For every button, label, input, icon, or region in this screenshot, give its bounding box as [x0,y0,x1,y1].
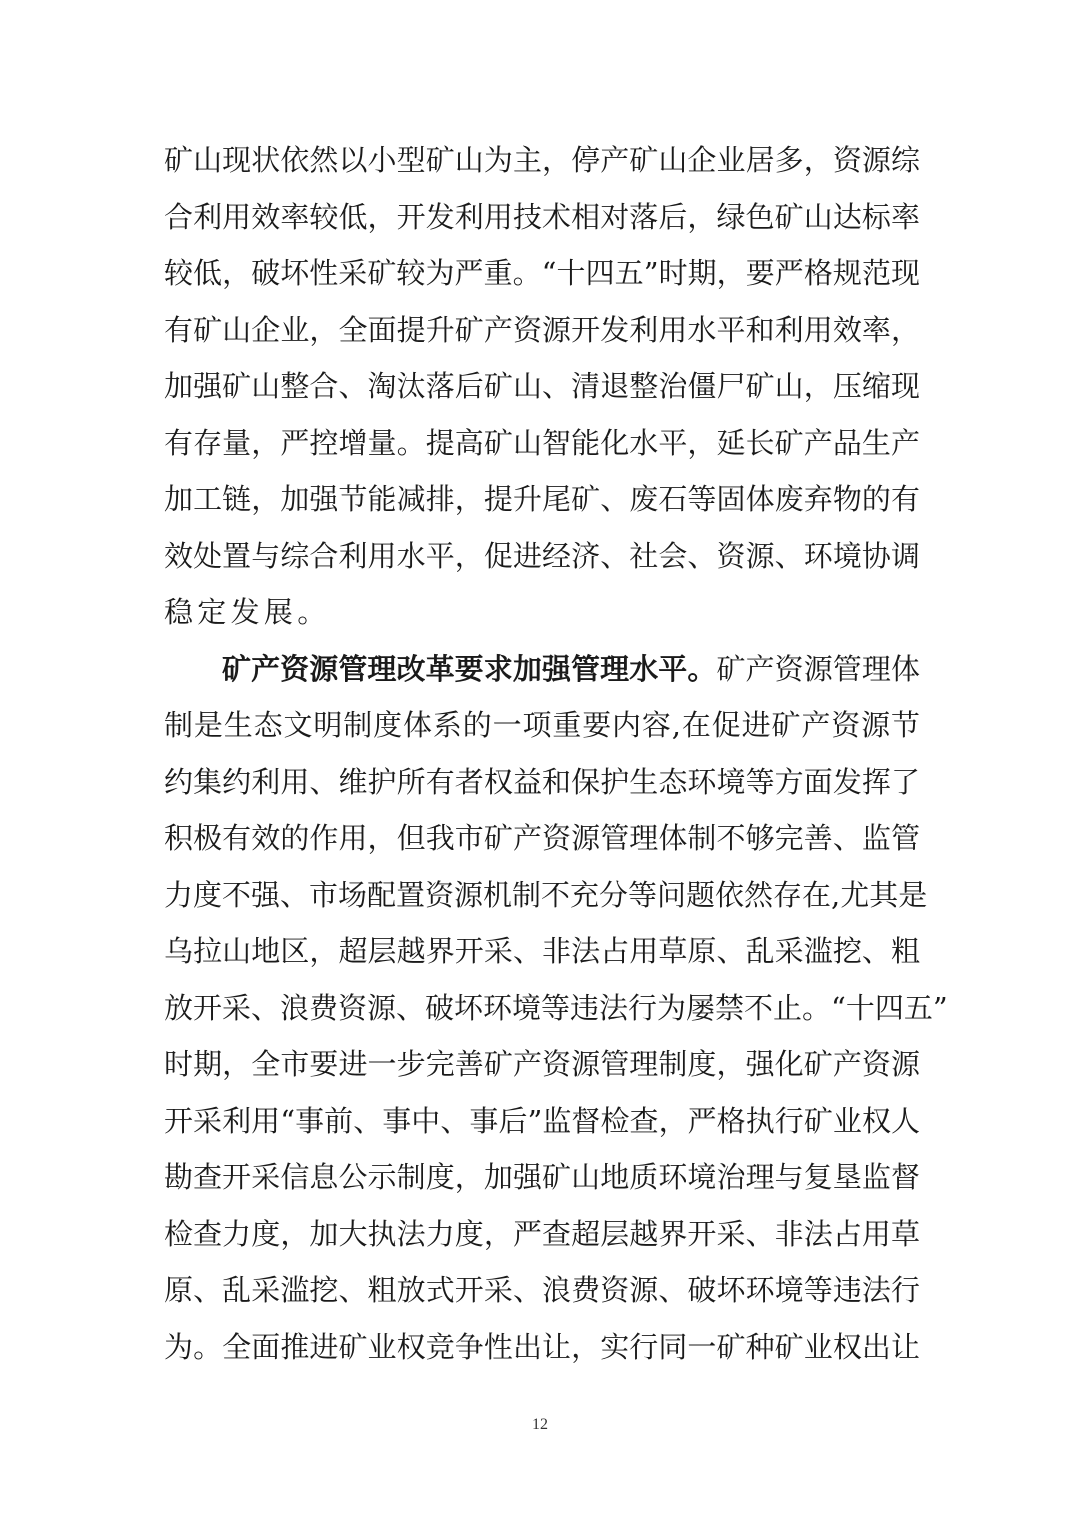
text-line: 约集约利用、维护所有者权益和保护生态环境等方面发挥了 [164,764,920,799]
text-line: 为。全面推进矿业权竞争性出让，实行同一矿种矿业权出让 [164,1329,920,1364]
body-text [164,132,948,1375]
text-line: 加工链，加强节能减排，提升尾矿、废石等固体废弃物的有 [164,482,920,516]
text-line-first [164,641,920,698]
heading-continuation: 矿产资源管理体 [716,651,920,686]
text-line: 检查力度，加大执法力度，严查超层越界开采、非法占用草 [164,1216,920,1251]
text-line: 较低，破坏性采矿较为严重。“十四五”时期，要严格规范现 [164,256,920,290]
text-line: 时期，全市要进一步完善矿产资源管理制度，强化矿产资源 [164,1047,920,1081]
text-line: 有矿山企业，全面提升矿产资源开发利用水平和利用效率， [164,312,920,347]
paragraph-management-reform [164,641,948,1376]
text-line: 制是生态文明制度体系的一项重要内容,在促进矿产资源节 [164,708,920,742]
text-line: 乌拉山地区，超层越界开采、非法占用草原、乱采滥挖、粗 [164,934,920,968]
text-line: 原、乱采滥挖、粗放式开采、浪费资源、破坏环境等违法行 [164,1273,920,1307]
text-line: 力度不强、市场配置资源机制不充分等问题依然存在,尤其是 [164,877,928,912]
text-line: 矿山现状依然以小型矿山为主，停产矿山企业居多，资源综 [164,143,920,177]
page-number: 12 [532,1416,548,1433]
text-line: 勘查开采信息公示制度，加强矿山地质环境治理与复垦监督 [164,1160,920,1194]
text-line-last: 稳定发展。 [164,595,331,629]
text-line: 开采利用“事前、事中、事后”监督检查，严格执行矿业权人 [164,1103,920,1138]
text-line: 积极有效的作用，但我市矿产资源管理体制不够完善、监管 [164,821,920,855]
text-line: 合利用效率较低，开发利用技术相对落后，绿色矿山达标率 [164,199,920,234]
paragraph-heading: 矿产资源管理改革要求加强管理水平。 [222,651,717,686]
text-line: 有存量，严控增量。提高矿山智能化水平，延长矿产品生产 [164,425,920,460]
text-line: 效处置与综合利用水平，促进经济、社会、资源、环境协调 [164,538,920,573]
text-line: 加强矿山整合、淘汰落后矿山、清退整治僵尸矿山，压缩现 [164,369,920,403]
paragraph-mining-status [164,132,920,641]
text-line: 放开采、浪费资源、破坏环境等违法行为屡禁不止。“十四五” [164,990,948,1025]
